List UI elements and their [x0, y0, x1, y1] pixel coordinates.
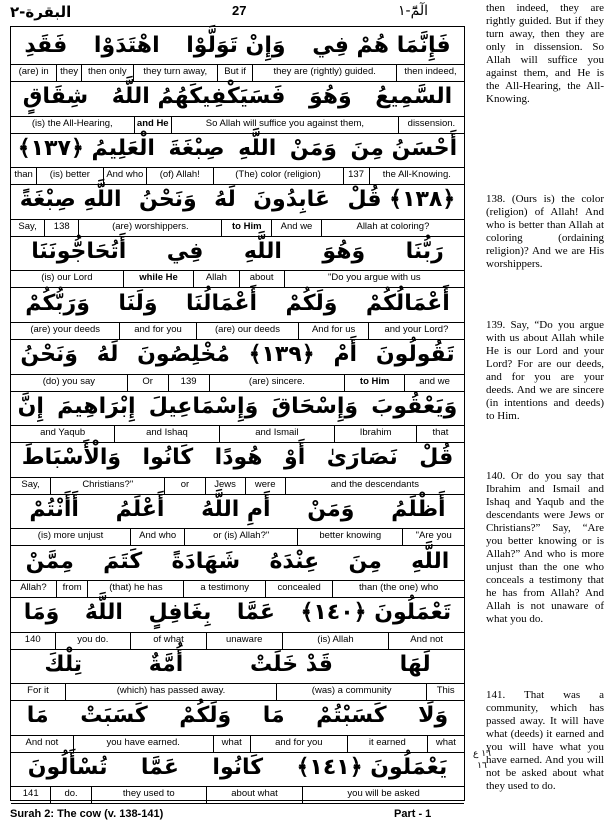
- gloss-cell: and the descendants: [285, 478, 464, 494]
- translation-verse-138: 138. (Ours is) the color (religion) of Allah! And who is better than Allah at coloring (ordaining religion)? And we are His worshippers.: [486, 193, 604, 270]
- arabic-word: قُلْ: [419, 445, 454, 471]
- arabic-word: وَلَكُمْ: [179, 703, 232, 729]
- gloss-cell: And who: [130, 529, 184, 545]
- gloss-cell: Allah?: [20, 582, 47, 593]
- gloss-cell: what: [213, 736, 250, 752]
- gloss-cell: it earned: [347, 736, 427, 752]
- arabic-word: عِنْدَهُ: [269, 548, 320, 574]
- gloss-cell: they are (rightly) guided.: [252, 65, 396, 81]
- verse-row: [11, 182, 464, 234]
- gloss-cell: "Do you argue with us: [284, 271, 464, 287]
- arabic-word: إِبْرَاهِيمَ: [57, 393, 136, 419]
- gloss-cell: and for you: [119, 323, 195, 339]
- arabic-word: كَسَبْتُمْ: [316, 703, 387, 729]
- gloss-cell: they turn away,: [133, 65, 217, 81]
- arabic-line: [11, 182, 464, 218]
- arabic-word: مِمَّنْ: [25, 548, 74, 574]
- footer-surah-title: Surah 2: The cow (v. 138-141): [10, 808, 164, 820]
- arabic-line: [11, 595, 464, 631]
- gloss-line: [11, 786, 464, 804]
- arabic-word: أَتُحَاجُّونَنَا: [31, 238, 127, 264]
- arabic-word: وَلَا: [418, 703, 449, 729]
- gloss-cell: about: [239, 271, 284, 287]
- gloss-cell: of what: [130, 633, 206, 649]
- arabic-word: كَتَمَ: [103, 548, 143, 574]
- gloss-cell: you have earned.: [73, 736, 213, 752]
- gloss-cell: than (the one) who: [332, 581, 464, 597]
- gloss-cell: (are) your deeds: [30, 324, 101, 335]
- gloss-cell: unaware: [206, 633, 282, 649]
- gloss-cell: (is) better: [36, 168, 103, 184]
- gloss-cell: And we: [271, 220, 321, 236]
- arabic-word: لَهَا: [399, 651, 431, 677]
- gloss-cell: And for us: [298, 323, 368, 339]
- arabic-word: أَظْلَمُ: [391, 496, 446, 522]
- arabic-word: شَهَادَةً: [171, 548, 241, 574]
- gloss-cell: (that) he has: [87, 581, 183, 597]
- gloss-cell: and Yaqub: [40, 427, 86, 439]
- gloss-cell: dissension.: [398, 117, 464, 133]
- arabic-word: فَسَيَكْفِيكَهُمُ اللَّهُ: [111, 84, 286, 110]
- gloss-cell: (are) sincere.: [209, 375, 345, 391]
- arabic-line: [11, 749, 464, 785]
- gloss-cell: Say,: [18, 220, 37, 232]
- arabic-word: اللَّهُ: [84, 600, 123, 626]
- arabic-word: مَا: [26, 703, 49, 729]
- gloss-cell: 140: [24, 633, 41, 645]
- arabic-word: اللَّهِ: [411, 548, 450, 574]
- verse-row: [11, 285, 464, 337]
- arabic-line: [11, 130, 464, 166]
- arabic-word: كَانُوا: [212, 754, 264, 780]
- gloss-cell: "Are you: [402, 529, 464, 545]
- arabic-word: فِي: [166, 238, 204, 264]
- arabic-word: تِلْكَ: [44, 651, 83, 677]
- arabic-word: اهْتَدَوْا: [93, 32, 160, 58]
- arabic-line: [11, 698, 464, 734]
- arabic-line: [11, 233, 464, 269]
- arabic-word: عَمَّا: [236, 600, 275, 626]
- arabic-word: وَمَا: [23, 600, 60, 626]
- gloss-cell: to Him: [344, 375, 404, 391]
- gloss-cell: 139: [168, 375, 209, 391]
- arabic-word: ﴿١٣٨﴾ قُلْ: [347, 187, 456, 213]
- verse-row: [11, 337, 464, 389]
- arabic-word: مُخْلِصُونَ: [137, 342, 230, 368]
- arabic-word: نَصَارَىٰ: [326, 445, 398, 471]
- verse-row: [11, 698, 464, 750]
- ruku-marker: ١٦ ع ١٦: [473, 749, 491, 771]
- gloss-cell: to Him: [221, 220, 271, 236]
- gloss-cell: then indeed,: [396, 65, 464, 81]
- arabic-word: أَوْ: [284, 445, 306, 471]
- gloss-cell: Ibrahim: [334, 426, 416, 442]
- arabic-word: مَا: [262, 703, 285, 729]
- arabic-word: أُمَّةٌ: [148, 651, 184, 677]
- arabic-word: كَسَبَتْ: [80, 703, 148, 729]
- translation-verse-141: 141. That was a community, which has passed away. It will have what (deeds) it earned and you will have what you have earned. And you will not be asked about what they used to do.: [486, 689, 604, 792]
- verse-row: [11, 27, 464, 79]
- arabic-word: أَعْمَالُنَا: [185, 290, 258, 316]
- arabic-word: لَهُ: [214, 187, 236, 213]
- gloss-cell: For it: [27, 685, 49, 697]
- gloss-cell: (do) you say: [42, 375, 96, 387]
- arabic-word: إِنَّ: [17, 393, 44, 419]
- arabic-word: تُسْأَلُونَ: [27, 754, 108, 780]
- arabic-word: أَعْمَالُكُمْ: [365, 290, 450, 316]
- arabic-word: قَدْ خَلَتْ: [249, 651, 333, 677]
- gloss-cell: and He: [134, 117, 171, 133]
- gloss-cell: better knowing: [297, 529, 402, 545]
- arabic-word: لَهُ: [96, 342, 119, 368]
- gloss-cell: were: [245, 478, 285, 494]
- juz-name-arabic: الٓمّٓ-١: [398, 3, 429, 19]
- verse-row: [11, 79, 464, 131]
- verse-row: [11, 646, 464, 698]
- arabic-word: السَّمِيعُ: [375, 84, 453, 110]
- arabic-line: [11, 388, 464, 424]
- gloss-cell: while He: [123, 271, 194, 287]
- gloss-cell: from: [56, 581, 88, 597]
- arabic-line: [11, 79, 464, 115]
- translation-continuation: then indeed, they are rightly guided. But if they turn away, then they are only in dissension. So Allah will suffice you against them, and He is the All-Hearing, the All-Knowing.: [486, 2, 604, 105]
- translation-verse-139: 139. Say, “Do you argue with us about Allah while He is our Lord and your Lord? For are our deeds, and for you are your deeds. And we are sincere (in intentions and deeds) to Him.: [486, 319, 604, 422]
- verse-row: [11, 543, 464, 595]
- gloss-cell: 138: [44, 220, 78, 236]
- arabic-word: بِغَافِلٍ: [148, 600, 212, 626]
- verse-row: [11, 233, 464, 285]
- arabic-word: عَابِدُونَ: [253, 187, 330, 213]
- gloss-cell: Or: [127, 375, 168, 391]
- verse-row: [11, 130, 464, 182]
- gloss-cell: (is) the All-Hearing,: [31, 117, 113, 129]
- arabic-word: وَالْأَسْبَاطَ: [21, 445, 122, 471]
- arabic-line: [11, 440, 464, 476]
- footer-part: Part - 1: [394, 808, 432, 820]
- arabic-line: [11, 491, 464, 527]
- gloss-cell: (The) color (religion): [213, 168, 343, 184]
- gloss-cell: about what: [206, 787, 302, 803]
- gloss-cell: and we: [404, 375, 464, 391]
- gloss-cell: do.: [50, 787, 90, 803]
- gloss-cell: and your Lord?: [368, 323, 464, 339]
- gloss-cell: Christians?": [50, 478, 164, 494]
- arabic-word: وَإِنْ تَوَلَّوْا: [186, 32, 286, 58]
- gloss-cell: Allah: [193, 271, 238, 287]
- arabic-word: وَمَنْ: [307, 496, 355, 522]
- arabic-word: صِبْغَةَ: [168, 135, 225, 161]
- gloss-cell: (of) Allah!: [146, 168, 213, 184]
- surah-name-arabic: البقرة-٢: [10, 3, 72, 21]
- arabic-word: عَمَّا: [140, 754, 179, 780]
- gloss-cell: (is) Allah: [282, 633, 389, 649]
- gloss-cell: and for you: [250, 736, 347, 752]
- arabic-word: وَإِسْحَاقَ: [271, 393, 359, 419]
- gloss-cell: And not: [388, 633, 464, 649]
- gloss-cell: (was) a community: [276, 684, 426, 700]
- gloss-cell: Jews: [205, 478, 245, 494]
- arabic-word: اللَّهِ صِبْغَةً: [19, 187, 122, 213]
- gloss-cell: 137: [343, 168, 369, 184]
- arabic-word: اللَّهِ: [243, 238, 282, 264]
- arabic-line: [11, 285, 464, 321]
- gloss-cell: you do.: [55, 633, 131, 649]
- gloss-cell: (are) worshippers.: [78, 220, 221, 236]
- arabic-line: [11, 646, 464, 682]
- gloss-cell: the All-Knowing.: [369, 168, 464, 184]
- gloss-cell: than: [14, 169, 33, 181]
- arabic-word: يَعْمَلُونَ ﴿١٤١﴾: [296, 754, 448, 780]
- arabic-word: وَهُوَ: [308, 84, 352, 110]
- verse-row: [11, 595, 464, 647]
- arabic-word: أَمِ اللَّهُ: [201, 496, 271, 522]
- gloss-cell: (is) our Lord: [41, 272, 93, 284]
- gloss-cell: (are) in: [18, 66, 49, 77]
- gloss-cell: concealed: [265, 581, 332, 597]
- arabic-word: رَبُّنَا: [405, 238, 444, 264]
- arabic-word: وَإِسْمَاعِيلَ: [148, 393, 259, 419]
- verse-row: [11, 388, 464, 440]
- arabic-line: [11, 543, 464, 579]
- gloss-cell: what: [427, 736, 464, 752]
- arabic-word: مِنَ: [348, 548, 382, 574]
- arabic-word: اللَّهِ: [238, 135, 277, 161]
- arabic-word: وَلَنَا: [118, 290, 158, 316]
- gloss-cell: And who: [103, 168, 146, 184]
- interlinear-grid: [10, 26, 465, 801]
- gloss-cell: (are) our deeds: [196, 323, 299, 339]
- gloss-cell: And not: [25, 736, 59, 748]
- gloss-cell: (which) has passed away.: [65, 684, 276, 700]
- translation-verse-140: 140. Or do you say that Ibrahim and Ismail and Ishaq and Yaqub and the descendants were Jews or Christians?” Say, “Are you better knowing or is Allah?” And who is more unjust than the one who conceals a testimony that he has from Allah? And Allah is not unaware of what you do.: [486, 470, 604, 625]
- arabic-word: وَهُوَ: [322, 238, 366, 264]
- arabic-word: أَأَنْتُمْ: [29, 496, 79, 522]
- gloss-cell: (is) more unjust: [37, 530, 104, 542]
- arabic-word: تَعْمَلُونَ ﴿١٤٠﴾: [300, 600, 452, 626]
- arabic-word: ﴿١٣٩﴾: [248, 342, 315, 368]
- gloss-cell: 141: [22, 788, 39, 800]
- gloss-cell: So Allah will suffice you against them,: [171, 117, 398, 133]
- arabic-word: شِقَاقٍ: [22, 84, 89, 110]
- gloss-cell: Say,: [21, 478, 40, 490]
- verse-row: [11, 491, 464, 543]
- arabic-word: تَقُولُونَ: [375, 342, 455, 368]
- verse-row: [11, 749, 464, 801]
- gloss-cell: you will be asked: [302, 787, 464, 803]
- page-footer: [0, 806, 609, 824]
- gloss-cell: Allah at coloring?: [321, 220, 464, 236]
- arabic-word: وَيَعْقُوبَ: [371, 393, 458, 419]
- gloss-cell: or (is) Allah?": [184, 529, 297, 545]
- arabic-line: [11, 337, 464, 373]
- arabic-word: وَنَحْنُ: [139, 187, 197, 213]
- arabic-line: [11, 27, 464, 63]
- arabic-word: أَعْلَمُ: [115, 496, 165, 522]
- gloss-cell: or: [164, 478, 204, 494]
- gloss-cell: and Ismail: [219, 426, 335, 442]
- arabic-word: وَنَحْنُ: [20, 342, 78, 368]
- arabic-word: وَرَبُّكُمْ: [25, 290, 90, 316]
- gloss-cell: and Ishaq: [114, 426, 218, 442]
- arabic-word: هُودًا: [214, 445, 263, 471]
- arabic-word: فَإِنَّمَا هُمْ فِي: [312, 32, 451, 58]
- gloss-cell: This: [426, 684, 464, 700]
- arabic-word: وَلَكُمْ: [285, 290, 338, 316]
- arabic-word: أَحْسَنُ مِنَ: [350, 135, 458, 161]
- arabic-word: فَقَدِ: [24, 32, 68, 58]
- gloss-cell: then only: [81, 65, 133, 81]
- verse-row: [11, 440, 464, 492]
- arabic-word: الْعَلِيمُ ﴿١٣٧﴾: [17, 135, 155, 161]
- arabic-word: كَانُوا: [142, 445, 194, 471]
- arabic-word: وَمَنْ: [289, 135, 337, 161]
- page-number: 27: [232, 3, 247, 18]
- gloss-cell: they: [56, 65, 81, 81]
- arabic-word: أَمْ: [333, 342, 358, 368]
- gloss-cell: But if: [217, 65, 252, 81]
- gloss-cell: they used to: [91, 787, 206, 803]
- gloss-cell: that: [416, 426, 464, 442]
- gloss-cell: a testimony: [183, 581, 265, 597]
